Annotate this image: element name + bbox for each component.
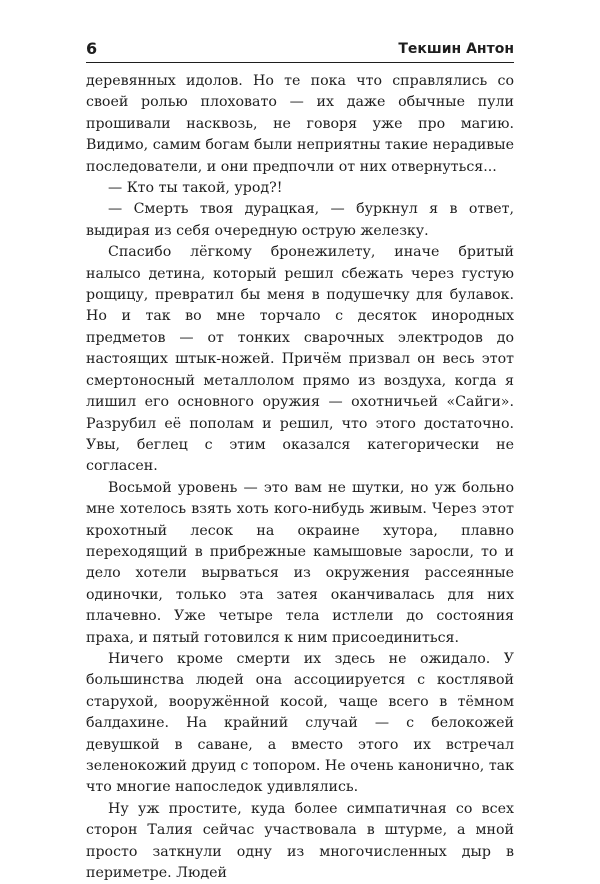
page-number: 6 [86, 39, 98, 58]
paragraph: Спасибо лёгкому бронежилету, иначе бритый налысо детина, который решил сбежать через густую рощицу, превратил бы меня в подушечку для булавок. Но и так во мне торчало с десяток инородных предметов — от тонких сварочных электродов до настоящих штык-ножей. Причём призвал он весь этот смертоносный металлолом прямо из воздуха, когда я лишил его основного оружия — охотничьей «Сайги». Разрубил её пополам и решил, что этого достаточно. Увы, беглец с этим оказался категорически не согласен. [86, 244, 514, 475]
paragraph: Восьмой уровень — это вам не шутки, но уж больно мне хотелось взять хоть кого-нибудь живым. Через этот крохотный лесок на окраине хутора, плавно переходящий в прибрежные камышовые заросли, то и дело хотели вырваться из окружения рассеянные одиночки, только эта затея оканчивалась для них плачевно. Уже четыре тела истлели до состояния праха, и пятый готовился к ним присоединиться. [86, 479, 514, 646]
body-text [86, 71, 514, 884]
book-page [86, 40, 514, 884]
paragraph: — Смерть твоя дурацкая, — буркнул я в ответ, выдирая из себя очередную острую железку. [86, 201, 514, 239]
paragraph: Ничего кроме смерти их здесь не ожидало. У большинства людей она ассоциируется с костлявой старухой, вооружённой косой, чаще всего в тёмном балдахине. На крайний случай — с белокожей девушкой в саване, а вместо этого их встречал зеленокожий друид с топором. Не очень канонично, так что многие напоследок удивлялись. [86, 650, 514, 796]
author-name: Текшин Антон [398, 41, 514, 57]
paragraph: Ну уж простите, куда более симпатичная со всех сторон Талия сейчас участвовала в штурме, а мной просто заткнули одну из многочисленных дыр в периметре. Людей [86, 800, 514, 882]
running-header [86, 40, 514, 63]
paragraph: деревянных идолов. Но те пока что справлялись со своей ролью плоховато — их даже обычные пули прошивали насквозь, не говоря уже про магию. Видимо, самим богам были неприятны такие нерадивые последователи, и они предпочли от них отвернуться... [86, 73, 514, 175]
paragraph: — Кто ты такой, урод?! [108, 180, 283, 197]
